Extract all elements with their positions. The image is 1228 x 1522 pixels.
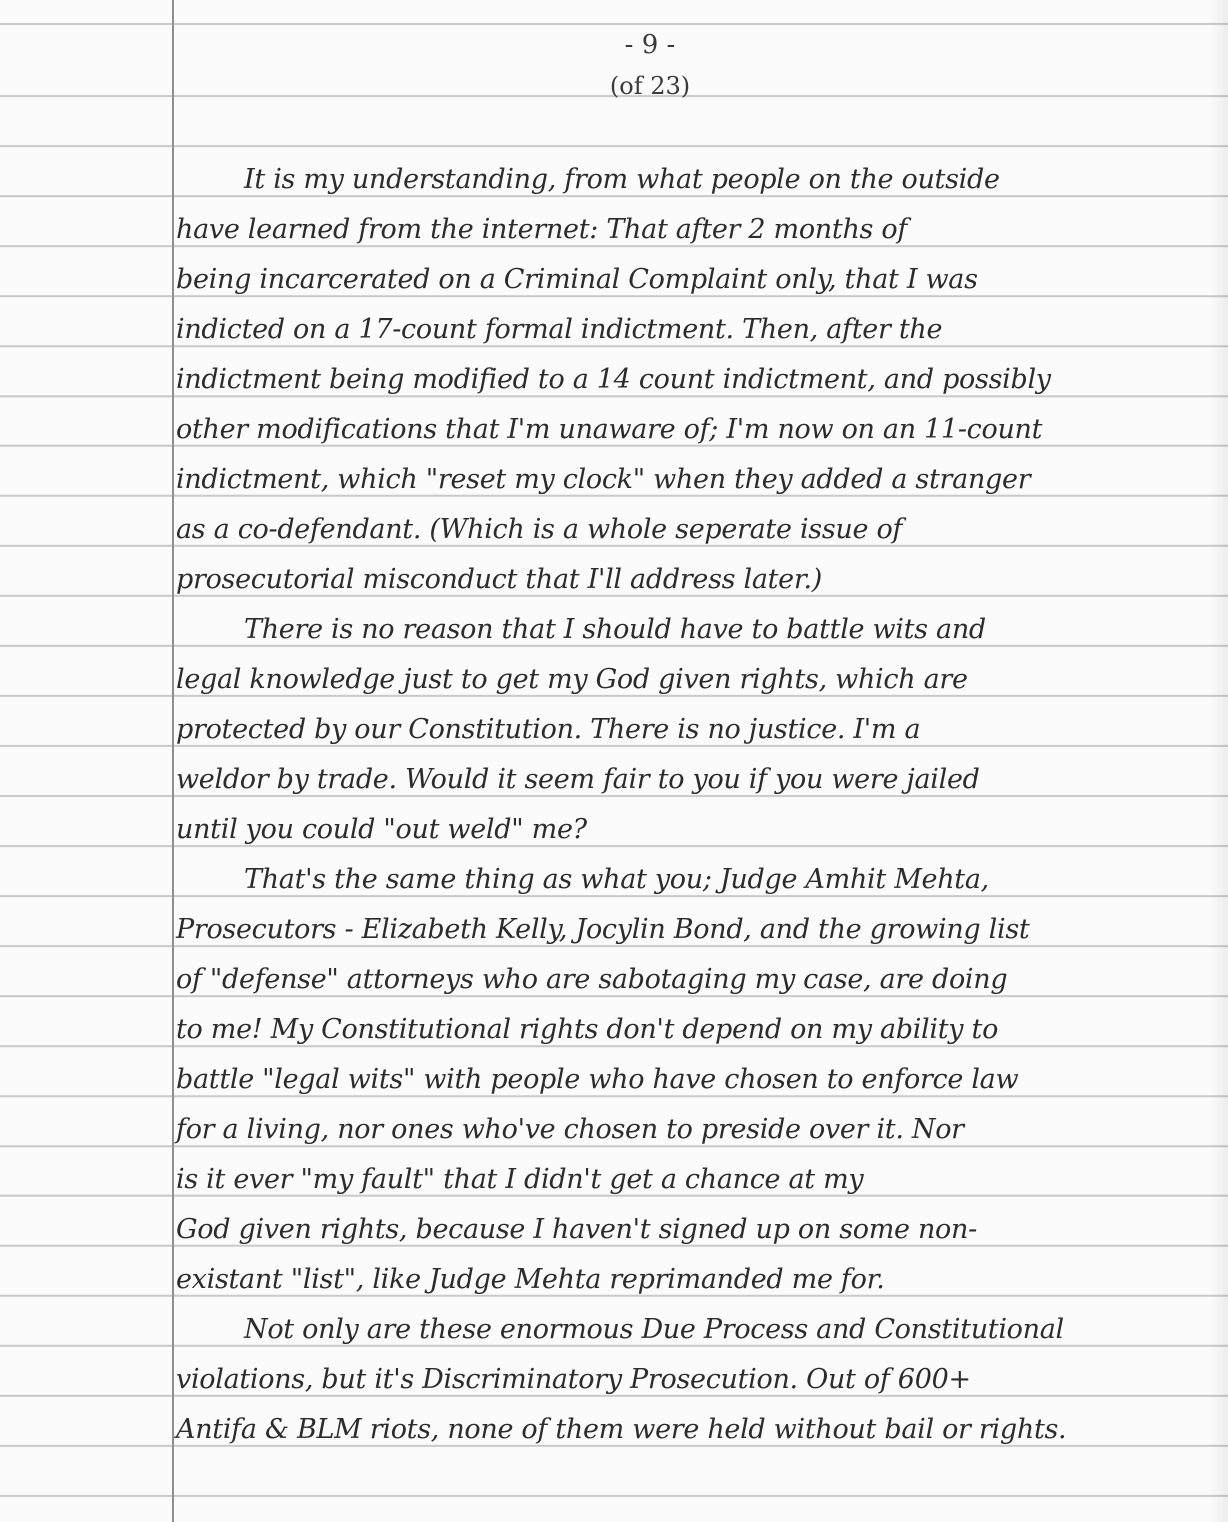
page-count: (of 23) <box>609 72 691 100</box>
text-line: other modifications that I'm unaware of; I'm now on an 11-count <box>176 414 1043 445</box>
text-line: violations, but it's Discriminatory Prosecution. Out of 600+ <box>176 1364 971 1395</box>
text-line: protected by our Constitution. There is no justice. I'm a <box>176 714 921 745</box>
text-line: battle "legal wits" with people who have chosen to enforce law <box>176 1064 1019 1095</box>
text-line: to me! My Constitutional rights don't depend on my ability to <box>176 1014 999 1045</box>
text-line: indictment, which "reset my clock" when they added a stranger <box>176 464 1031 495</box>
page-edge-shadow <box>1210 0 1228 1522</box>
page-number: - 9 - <box>624 30 676 60</box>
text-line: weldor by trade. Would it seem fair to you if you were jailed <box>176 764 980 795</box>
text-line: being incarcerated on a Criminal Complaint only, that I was <box>176 264 978 295</box>
text-line: as a co-defendant. (Which is a whole seperate issue of <box>176 514 903 545</box>
text-line: Antifa & BLM riots, none of them were held without bail or rights. <box>176 1414 1067 1445</box>
text-line: indictment being modified to a 14 count indictment, and possibly <box>176 364 1051 395</box>
text-line: for a living, nor ones who've chosen to preside over it. Nor <box>176 1114 964 1145</box>
text-line: That's the same thing as what you; Judge Amhit Mehta, <box>244 864 989 895</box>
text-line: Prosecutors - Elizabeth Kelly, Jocylin Bond, and the growing list <box>176 914 1030 945</box>
text-line: existant "list", like Judge Mehta reprimanded me for. <box>176 1264 885 1295</box>
text-line: Not only are these enormous Due Process and Constitutional <box>244 1314 1064 1345</box>
text-line: It is my understanding, from what people on the outside <box>244 164 1000 195</box>
text-line: of "defense" attorneys who are sabotaging my case, are doing <box>176 964 1008 995</box>
text-line: until you could "out weld" me? <box>176 814 587 845</box>
margin-line <box>172 0 174 1522</box>
text-line: indicted on a 17-count formal indictment. Then, after the <box>176 314 943 345</box>
text-line: There is no reason that I should have to battle wits and <box>244 614 986 645</box>
text-line: legal knowledge just to get my God given rights, which are <box>176 664 968 695</box>
text-line: God given rights, because I haven't signed up on some non- <box>176 1214 977 1245</box>
text-line: have learned from the internet: That after 2 months of <box>176 214 908 245</box>
text-line: is it ever "my fault" that I didn't get a chance at my <box>176 1164 864 1195</box>
text-line: prosecutorial misconduct that I'll address later.) <box>176 564 823 595</box>
